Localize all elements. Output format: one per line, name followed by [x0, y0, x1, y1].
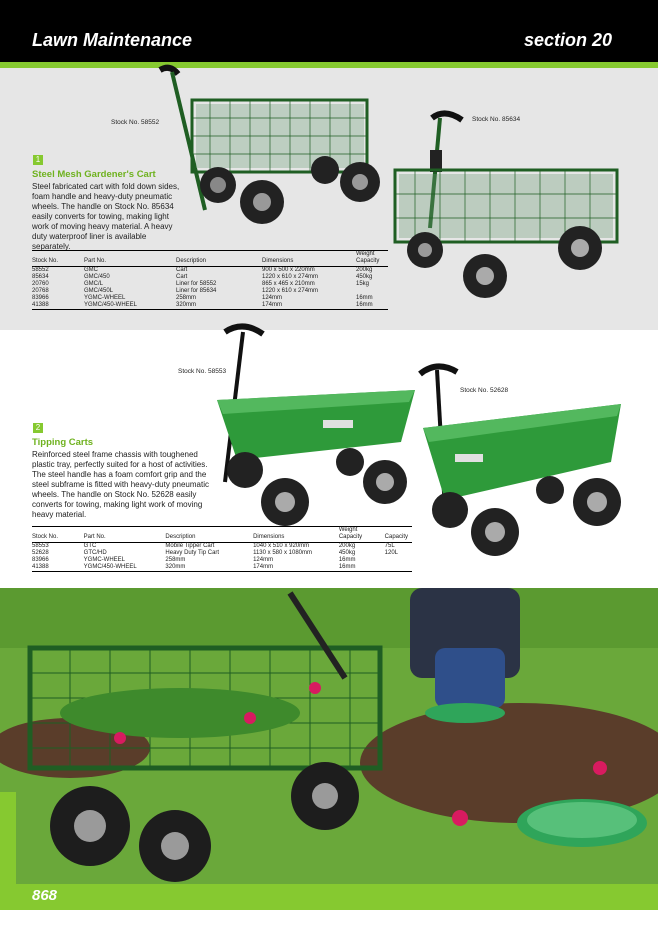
cell: 58553	[32, 543, 49, 549]
cell: 124mm	[253, 557, 274, 563]
cell: 41388	[32, 302, 84, 310]
caption-52628: Stock No. 52628	[460, 387, 509, 394]
cell: GMC/450L	[84, 288, 114, 294]
cell: 200kg	[356, 267, 373, 273]
cell: 865 x 465 x 210mm	[262, 281, 315, 287]
cell: 1220 x 610 x 274mm	[262, 288, 319, 294]
caption-58553: Stock No. 58553	[178, 368, 227, 375]
cell: 16mm	[356, 295, 373, 301]
section-label: section 20	[523, 30, 612, 50]
col-part-no: Part No.	[84, 527, 166, 543]
col-dimensions: Dimensions	[253, 527, 339, 543]
cell	[385, 564, 412, 572]
cell: YGMC/450-WHEEL	[84, 302, 176, 310]
page-number: 868	[32, 887, 58, 904]
cell: 83966	[32, 557, 49, 563]
chapter-title: Lawn Maintenance	[32, 30, 193, 50]
garden-photo	[0, 588, 658, 884]
cell: Liner for 85634	[176, 288, 217, 294]
table-row	[32, 267, 388, 275]
cell: Heavy Duty Tip Cart	[165, 550, 220, 556]
cell: 85634	[32, 274, 49, 280]
table-row	[32, 295, 388, 302]
cell: 120L	[384, 550, 399, 556]
col-capacity: Capacity	[385, 527, 412, 543]
table-row	[32, 274, 388, 281]
col-description: Description	[165, 527, 253, 543]
section-1-body: Steel fabricated cart with fold down sides, foam handle and heavy-duty pneumatic wheels. The handle on Stock No. 85634 easily converts for towing, making light work of moving heavy material. A heavy duty waterproof liner is available separately.	[32, 182, 180, 251]
cell: 41388	[32, 564, 84, 572]
cell: Mobile Tipper Cart	[165, 543, 215, 549]
section-1-marker: 1	[33, 155, 43, 165]
cell: 15kg	[356, 281, 370, 287]
mesh-cart-image	[150, 60, 380, 230]
col-part-no: Part No.	[84, 251, 176, 267]
cell: Cart	[176, 274, 188, 280]
cell: YGMC-WHEEL	[84, 295, 126, 301]
tipping-cart-image	[205, 322, 420, 532]
table-row	[32, 550, 412, 557]
table-row	[32, 557, 412, 564]
cell: GMC	[84, 267, 98, 273]
cell: 174mm	[262, 302, 356, 310]
table-row	[32, 288, 388, 295]
col-weight-capacity: Weight Capacity	[356, 251, 388, 267]
table-row	[32, 302, 388, 310]
table-row	[32, 543, 412, 551]
section-2-spec-table	[32, 526, 412, 572]
cell: 58552	[32, 267, 49, 273]
section-1-spec-table	[32, 250, 388, 310]
cell: Cart	[176, 267, 188, 273]
cell: GTC	[83, 543, 97, 549]
large-mesh-cart-image	[390, 108, 620, 308]
cell: 16mm	[356, 302, 388, 310]
cell: 900 x 500 x 220mm	[262, 267, 315, 273]
cell: 16mm	[338, 557, 356, 563]
section-2-marker: 2	[33, 423, 43, 433]
cell	[356, 288, 388, 295]
col-dimensions: Dimensions	[262, 251, 356, 267]
section-2-body: Reinforced steel frame chassis with toughened plastic tray, perfectly suited for a host of activities. The steel handle has a foam comfort grip and the steel subframe is fitted with heavy-duty pneumatic wheels. The handle on Stock No. 52628 easily converts for towing, making light work of moving heavy material.	[32, 450, 209, 519]
caption-85634: Stock No. 85634	[472, 116, 521, 123]
cell: 258mm	[165, 557, 186, 563]
cell: 450kg	[338, 550, 356, 556]
cell: 20760	[32, 281, 49, 287]
cell: GTC/HD	[83, 550, 107, 556]
cell: GMC/450	[84, 274, 110, 280]
cell: 320mm	[176, 302, 262, 310]
cell: 258mm	[176, 295, 197, 301]
cell: 1130 x 580 x 1080mm	[253, 550, 313, 556]
cell: Liner for 58552	[176, 281, 217, 287]
cell: 1220 x 610 x 274mm	[262, 274, 319, 280]
cell: 83966	[32, 295, 49, 301]
cell: 75L	[384, 543, 395, 549]
footer-bar	[0, 884, 658, 910]
cell: YGMC-WHEEL	[83, 557, 126, 563]
cell: 124mm	[262, 295, 283, 301]
cell: 450kg	[356, 274, 373, 280]
cell: 52628	[32, 550, 49, 556]
col-description: Description	[176, 251, 262, 267]
table-row	[32, 564, 412, 572]
caption-58552: Stock No. 58552	[111, 119, 160, 126]
cell: 320mm	[165, 564, 253, 572]
cell: 20768	[32, 288, 49, 294]
cell: YGMC/450-WHEEL	[84, 564, 166, 572]
col-stock-no: Stock No.	[32, 251, 84, 267]
cell: 174mm	[253, 564, 339, 572]
col-stock-no: Stock No.	[32, 527, 84, 543]
cell: 1040 x 510 x 920mm	[253, 543, 310, 549]
cell	[385, 557, 412, 564]
heavy-duty-tipping-cart-image	[415, 360, 630, 570]
section-2-title: Tipping Carts	[32, 437, 94, 448]
col-weight-capacity: Weight Capacity	[339, 527, 385, 543]
table-row	[32, 281, 388, 288]
cell: GMC/L	[84, 281, 104, 287]
cell: 16mm	[339, 564, 385, 572]
page-edge-tab	[0, 792, 16, 884]
cell: 200kg	[338, 543, 356, 549]
section-1-title: Steel Mesh Gardener's Cart	[32, 169, 156, 180]
